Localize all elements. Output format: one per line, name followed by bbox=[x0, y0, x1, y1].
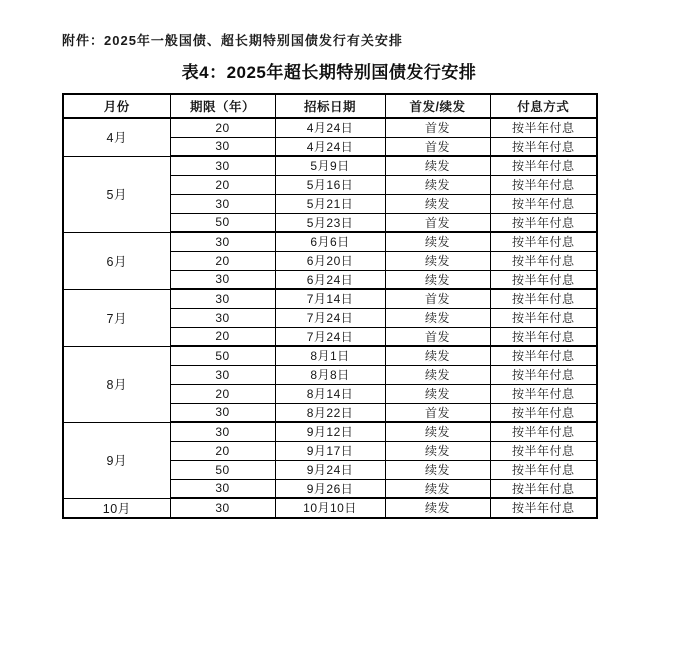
issue-type-cell: 续发 bbox=[385, 346, 490, 365]
issue-type-cell: 续发 bbox=[385, 479, 490, 498]
payment-method-cell: 按半年付息 bbox=[490, 308, 597, 327]
issuance-table-body bbox=[63, 118, 597, 518]
payment-method-cell: 按半年付息 bbox=[490, 441, 597, 460]
payment-method-cell: 按半年付息 bbox=[490, 403, 597, 422]
payment-method-cell: 按半年付息 bbox=[490, 384, 597, 403]
payment-method-cell: 按半年付息 bbox=[490, 251, 597, 270]
month-cell: 4月 bbox=[63, 118, 170, 156]
issue-type-cell: 首发 bbox=[385, 289, 490, 308]
term-cell: 50 bbox=[170, 213, 275, 232]
auction-date-cell: 6月20日 bbox=[275, 251, 385, 270]
auction-date-cell: 4月24日 bbox=[275, 118, 385, 137]
issue-type-cell: 续发 bbox=[385, 175, 490, 194]
term-cell: 50 bbox=[170, 346, 275, 365]
term-cell: 50 bbox=[170, 460, 275, 479]
auction-date-cell: 7月24日 bbox=[275, 308, 385, 327]
payment-method-cell: 按半年付息 bbox=[490, 479, 597, 498]
payment-method-cell: 按半年付息 bbox=[490, 289, 597, 308]
month-cell: 5月 bbox=[63, 156, 170, 232]
term-cell: 30 bbox=[170, 479, 275, 498]
issue-type-cell: 续发 bbox=[385, 251, 490, 270]
table-row bbox=[63, 422, 597, 441]
auction-date-cell: 4月24日 bbox=[275, 137, 385, 156]
payment-method-cell: 按半年付息 bbox=[490, 422, 597, 441]
auction-date-cell: 6月6日 bbox=[275, 232, 385, 251]
term-cell: 30 bbox=[170, 156, 275, 175]
auction-date-cell: 5月9日 bbox=[275, 156, 385, 175]
payment-method-cell: 按半年付息 bbox=[490, 175, 597, 194]
bond-issuance-table bbox=[62, 93, 598, 519]
term-cell: 20 bbox=[170, 118, 275, 137]
auction-date-cell: 7月14日 bbox=[275, 289, 385, 308]
issue-type-cell: 首发 bbox=[385, 118, 490, 137]
term-cell: 20 bbox=[170, 384, 275, 403]
term-cell: 30 bbox=[170, 270, 275, 289]
auction-date-cell: 9月12日 bbox=[275, 422, 385, 441]
auction-date-cell: 9月26日 bbox=[275, 479, 385, 498]
attachment-heading: 附件：2025年一般国债、超长期特别国债发行有关安排 bbox=[62, 33, 403, 48]
payment-method-cell: 按半年付息 bbox=[490, 213, 597, 232]
term-cell: 30 bbox=[170, 403, 275, 422]
issue-type-cell: 续发 bbox=[385, 460, 490, 479]
payment-method-cell: 按半年付息 bbox=[490, 498, 597, 518]
auction-date-cell: 5月23日 bbox=[275, 213, 385, 232]
issue-type-cell: 续发 bbox=[385, 156, 490, 175]
month-cell: 6月 bbox=[63, 232, 170, 289]
month-cell: 9月 bbox=[63, 422, 170, 498]
term-cell: 20 bbox=[170, 251, 275, 270]
term-cell: 30 bbox=[170, 289, 275, 308]
header-payment-method: 付息方式 bbox=[490, 94, 597, 118]
issue-type-cell: 续发 bbox=[385, 441, 490, 460]
auction-date-cell: 8月22日 bbox=[275, 403, 385, 422]
table-header-row bbox=[63, 94, 597, 118]
issue-type-cell: 续发 bbox=[385, 365, 490, 384]
issue-type-cell: 首发 bbox=[385, 137, 490, 156]
auction-date-cell: 5月16日 bbox=[275, 175, 385, 194]
auction-date-cell: 8月14日 bbox=[275, 384, 385, 403]
table-row bbox=[63, 346, 597, 365]
auction-date-cell: 10月10日 bbox=[275, 498, 385, 518]
header-month: 月份 bbox=[63, 94, 170, 118]
auction-date-cell: 9月17日 bbox=[275, 441, 385, 460]
term-cell: 30 bbox=[170, 194, 275, 213]
month-cell: 8月 bbox=[63, 346, 170, 422]
issue-type-cell: 续发 bbox=[385, 270, 490, 289]
auction-date-cell: 8月8日 bbox=[275, 365, 385, 384]
payment-method-cell: 按半年付息 bbox=[490, 327, 597, 346]
auction-date-cell: 7月24日 bbox=[275, 327, 385, 346]
header-term: 期限（年） bbox=[170, 94, 275, 118]
issue-type-cell: 续发 bbox=[385, 498, 490, 518]
issue-type-cell: 首发 bbox=[385, 327, 490, 346]
term-cell: 30 bbox=[170, 137, 275, 156]
header-issue-type: 首发/续发 bbox=[385, 94, 490, 118]
term-cell: 30 bbox=[170, 498, 275, 518]
issue-type-cell: 续发 bbox=[385, 194, 490, 213]
table-row bbox=[63, 289, 597, 308]
term-cell: 30 bbox=[170, 232, 275, 251]
table-title: 表4：2025年超长期特别国债发行安排 bbox=[181, 63, 477, 82]
payment-method-cell: 按半年付息 bbox=[490, 346, 597, 365]
issue-type-cell: 续发 bbox=[385, 232, 490, 251]
payment-method-cell: 按半年付息 bbox=[490, 137, 597, 156]
table-row bbox=[63, 118, 597, 137]
issue-type-cell: 续发 bbox=[385, 384, 490, 403]
payment-method-cell: 按半年付息 bbox=[490, 460, 597, 479]
month-cell: 10月 bbox=[63, 498, 170, 518]
payment-method-cell: 按半年付息 bbox=[490, 365, 597, 384]
payment-method-cell: 按半年付息 bbox=[490, 194, 597, 213]
payment-method-cell: 按半年付息 bbox=[490, 118, 597, 137]
table-row bbox=[63, 156, 597, 175]
payment-method-cell: 按半年付息 bbox=[490, 270, 597, 289]
term-cell: 20 bbox=[170, 327, 275, 346]
month-cell: 7月 bbox=[63, 289, 170, 346]
term-cell: 20 bbox=[170, 175, 275, 194]
header-auction-date: 招标日期 bbox=[275, 94, 385, 118]
term-cell: 30 bbox=[170, 365, 275, 384]
term-cell: 30 bbox=[170, 422, 275, 441]
payment-method-cell: 按半年付息 bbox=[490, 232, 597, 251]
auction-date-cell: 5月21日 bbox=[275, 194, 385, 213]
term-cell: 30 bbox=[170, 308, 275, 327]
auction-date-cell: 8月1日 bbox=[275, 346, 385, 365]
payment-method-cell: 按半年付息 bbox=[490, 156, 597, 175]
term-cell: 20 bbox=[170, 441, 275, 460]
table-row bbox=[63, 232, 597, 251]
issue-type-cell: 首发 bbox=[385, 403, 490, 422]
issue-type-cell: 首发 bbox=[385, 213, 490, 232]
table-row bbox=[63, 498, 597, 518]
issue-type-cell: 续发 bbox=[385, 422, 490, 441]
auction-date-cell: 6月24日 bbox=[275, 270, 385, 289]
auction-date-cell: 9月24日 bbox=[275, 460, 385, 479]
issue-type-cell: 续发 bbox=[385, 308, 490, 327]
